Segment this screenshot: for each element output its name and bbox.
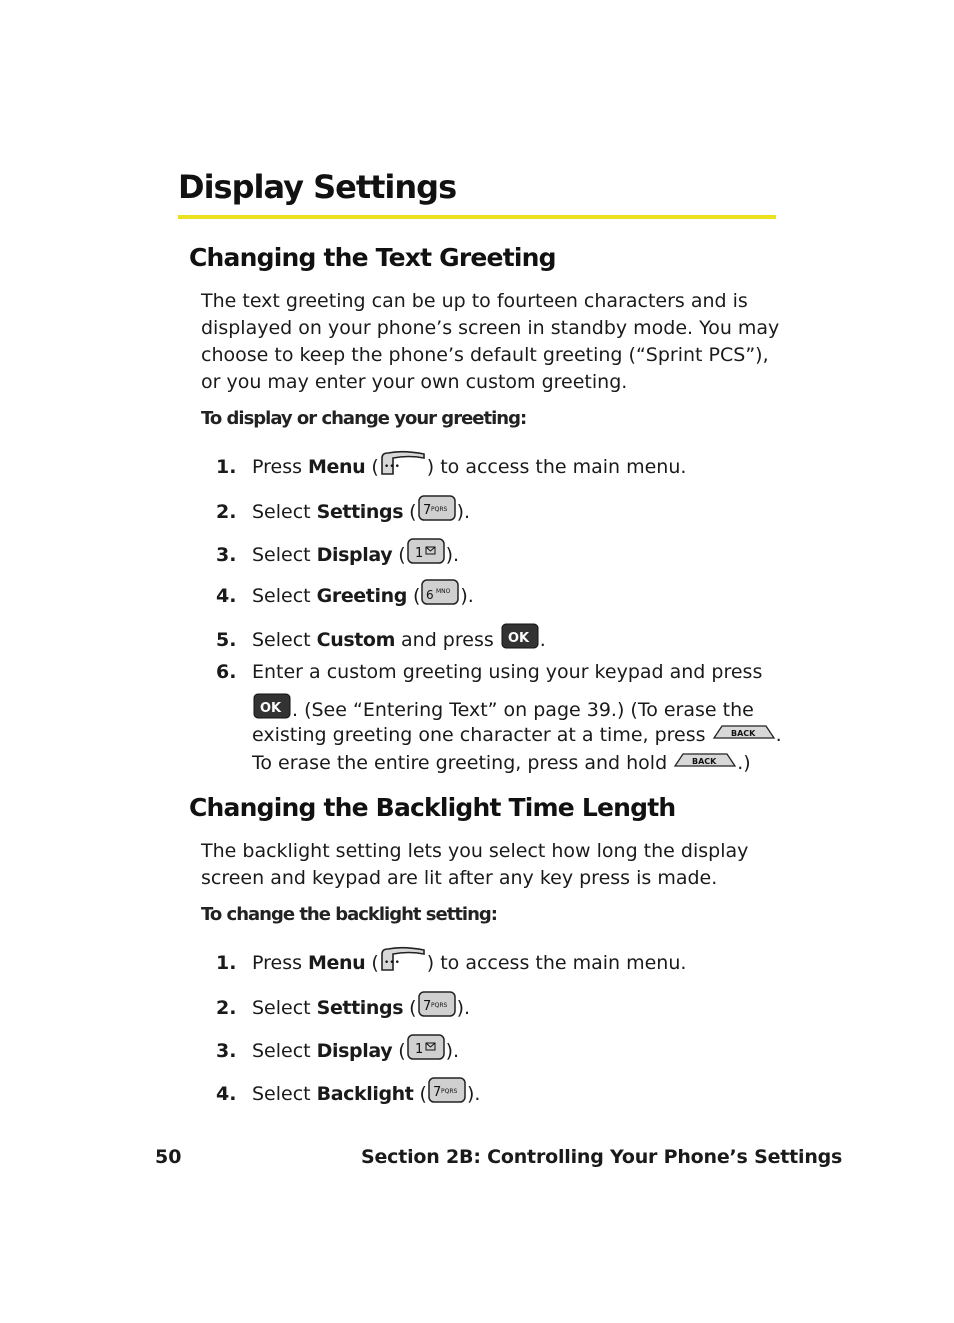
ok-key-icon [500, 622, 540, 659]
back-key-icon [673, 749, 737, 778]
title-underline [178, 215, 776, 219]
svg-text:MNO: MNO [436, 588, 451, 595]
svg-text:BACK: BACK [692, 757, 717, 766]
step-1-menu: 1. Press Menu ( ••• ) to access the main menu. [216, 945, 686, 982]
svg-text:7: 7 [432, 1085, 442, 1100]
svg-text:PQRS: PQRS [430, 506, 447, 513]
svg-text:7: 7 [422, 503, 431, 518]
svg-text:6: 6 [426, 588, 435, 602]
key-1-icon [406, 1033, 446, 1070]
step-4-backlight: 4. Select Backlight ( 7 PQRS ). [216, 1076, 480, 1113]
key-1-icon [406, 537, 446, 574]
section-footer: Section 2B: Controlling Your Phone’s Settings [361, 1146, 843, 1168]
svg-text:•••: ••• [383, 958, 400, 968]
svg-text:7: 7 [422, 999, 431, 1014]
svg-text:OK: OK [260, 701, 282, 716]
svg-text:OK: OK [507, 631, 529, 646]
key-7-icon [417, 494, 457, 531]
procedure-heading-backlight: To change the backlight setting: [201, 904, 497, 925]
step-1-menu: 1. Press Menu ( ••• ) to access the main menu. [216, 449, 686, 486]
step-3-display: 3. Select Display ( 1 ). [216, 537, 459, 574]
menu-key-icon [379, 945, 427, 982]
key-7-icon [417, 990, 457, 1027]
back-key-icon [712, 721, 776, 750]
step-2-settings: 2. Select Settings ( 7 PQRS ). [216, 494, 470, 531]
step-6-line-3: existing greeting one character at a time, press BACK . [252, 721, 782, 750]
section-heading-text-greeting: Changing the Text Greeting [189, 243, 556, 272]
section-heading-backlight: Changing the Backlight Time Length [189, 793, 676, 822]
svg-text:PQRS: PQRS [440, 1088, 458, 1095]
section-intro-backlight: The backlight setting lets you select how long the display screen and keypad are lit after any key press is made. [201, 840, 749, 889]
menu-key-icon [379, 449, 427, 486]
key-7-icon [427, 1076, 467, 1113]
key-6-icon [420, 578, 460, 615]
step-6-line-4: To erase the entire greeting, press and hold BACK .) [252, 749, 751, 778]
section-intro-text-greeting: The text greeting can be up to fourteen characters and is displayed on your phone’s screen in standby mode. You may choose to keep the phone’s default greeting (“Sprint PCS”), or you may enter your own custom greeting. [201, 290, 780, 393]
page-number: 50 [155, 1146, 182, 1168]
step-keyword: Menu [308, 456, 366, 478]
svg-text:PQRS: PQRS [430, 1002, 447, 1009]
step-number: 1. [216, 456, 237, 478]
step-2-settings: 2. Select Settings ( 7 PQRS ). [216, 990, 470, 1027]
step-6-line-2: OK . (See “Entering Text” on page 39.) (To erase the [252, 692, 754, 729]
svg-text:1: 1 [414, 1042, 423, 1057]
svg-text:BACK: BACK [730, 729, 755, 738]
svg-text:1: 1 [414, 546, 423, 561]
procedure-heading-greeting: To display or change your greeting: [201, 408, 527, 429]
step-6-enter-greeting: 6. Enter a custom greeting using your keypad and press [216, 661, 763, 683]
step-3-display: 3. Select Display ( 1 ). [216, 1033, 459, 1070]
svg-text:•••: ••• [383, 462, 400, 472]
step-4-greeting: 4. Select Greeting ( 6 MNO ). [216, 578, 474, 615]
page-title: Display Settings [178, 168, 457, 206]
step-5-custom: 5. Select Custom and press OK . [216, 622, 546, 659]
